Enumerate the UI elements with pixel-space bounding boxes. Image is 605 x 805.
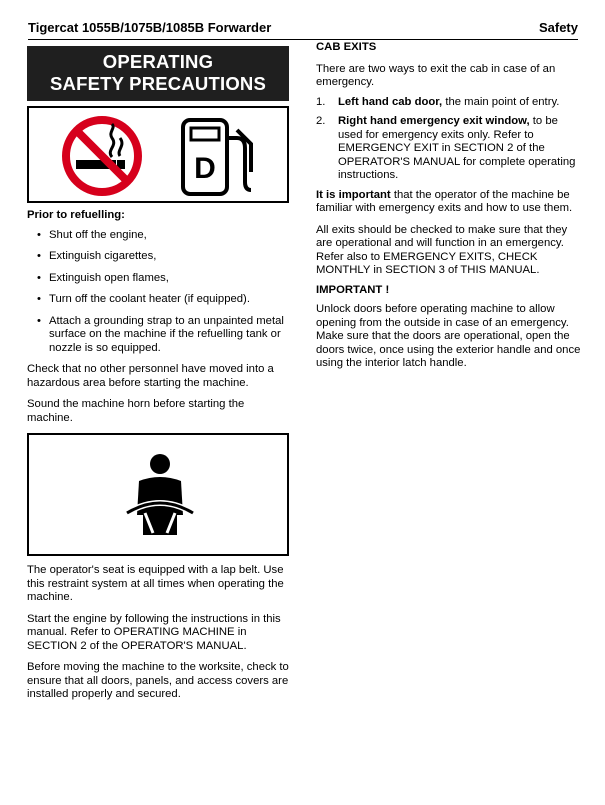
item-bold-text: Right hand emergency exit window, [338, 115, 530, 127]
section-name: Safety [538, 20, 578, 35]
paragraph-start-engine: Start the engine by following the instructions in this manual. Refer to OPERATING MACHINE in SECTION 2 of the OPERATOR'S MANUAL. [27, 612, 281, 652]
diesel-letter: D [194, 152, 216, 185]
paragraph-check-personnel: Check that no other personnel have moved into a hazardous area before starting the machine. [27, 363, 274, 389]
item-text: the main point of entry. [442, 95, 560, 108]
list-item: • Turn off the coolant heater (if equipped). [27, 293, 289, 307]
refuel-heading: Prior to refuelling: [27, 209, 125, 221]
diesel-fuel-pump-icon [179, 116, 259, 198]
item-number: 1. [316, 95, 326, 108]
seat-belt-operator-icon [125, 453, 195, 539]
right-column [316, 41, 581, 371]
list-item: • Extinguish cigarettes, [27, 250, 289, 264]
cab-exits-list [316, 96, 581, 183]
list-item: • Shut off the engine, [27, 229, 289, 243]
left-column [27, 46, 289, 702]
paragraph-lap-belt: The operator's seat is equipped with a lap belt. Use this restraint system at all times when operating the machine. [27, 564, 284, 603]
item-bold-text: Left hand cab door, [338, 95, 443, 108]
banner-line-1: OPERATING [102, 51, 214, 72]
seat-belt-sign [27, 433, 289, 556]
page-header [28, 19, 578, 40]
paragraph-horn: Sound the machine horn before starting the machine. [27, 398, 245, 424]
list-item [316, 96, 581, 110]
no-smoking-icon [60, 114, 144, 198]
cab-exits-intro: There are two ways to exit the cab in case of an emergency. [316, 62, 556, 88]
paragraph-all-exits: All exits should be checked to make sure that they are operational and will function in an emergency. Refer also to EMERGENCY EXITS, CHECK MONTHLY in SECTION 3 of THIS MANUAL. [316, 223, 568, 276]
important-note: Unlock doors before operating machine to allow opening from the outside in case of an emergency. Make sure that the doors are operational, open the doors twice, once using the exterior handle and once using the interior latch handle. [316, 303, 581, 369]
item-number: 2. [316, 115, 326, 127]
important-bold: It is important [316, 188, 391, 201]
item-text: to be used for emergency exits only. Refer to EMERGENCY EXIT in SECTION 2 of the OPERATOR'S MANUAL for complete operating instructions. [338, 115, 576, 181]
cab-exits-heading: CAB EXITS [316, 41, 377, 53]
list-item: • Attach a grounding strap to an unpainted metal surface on the machine if the refuelling tank or nozzle is so equipped. [27, 315, 289, 356]
list-item: • Extinguish open flames, [27, 272, 289, 286]
manual-title: Tigercat 1055B/1075B/1085B Forwarder [28, 20, 272, 35]
refuel-warning-signs [27, 106, 289, 203]
paragraph-before-moving: Before moving the machine to the worksite, check to ensure that all doors, panels, and access covers are installed properly and secured. [27, 661, 289, 700]
refuel-list [27, 229, 289, 356]
important-heading: IMPORTANT ! [316, 283, 390, 296]
banner-line-2: SAFETY PRECAUTIONS [49, 73, 267, 94]
safety-banner [27, 46, 289, 101]
list-item [316, 115, 581, 183]
paragraph-important [316, 189, 581, 216]
important-text: that the operator of the machine be familiar with emergency exits and how to use them. [316, 188, 573, 214]
